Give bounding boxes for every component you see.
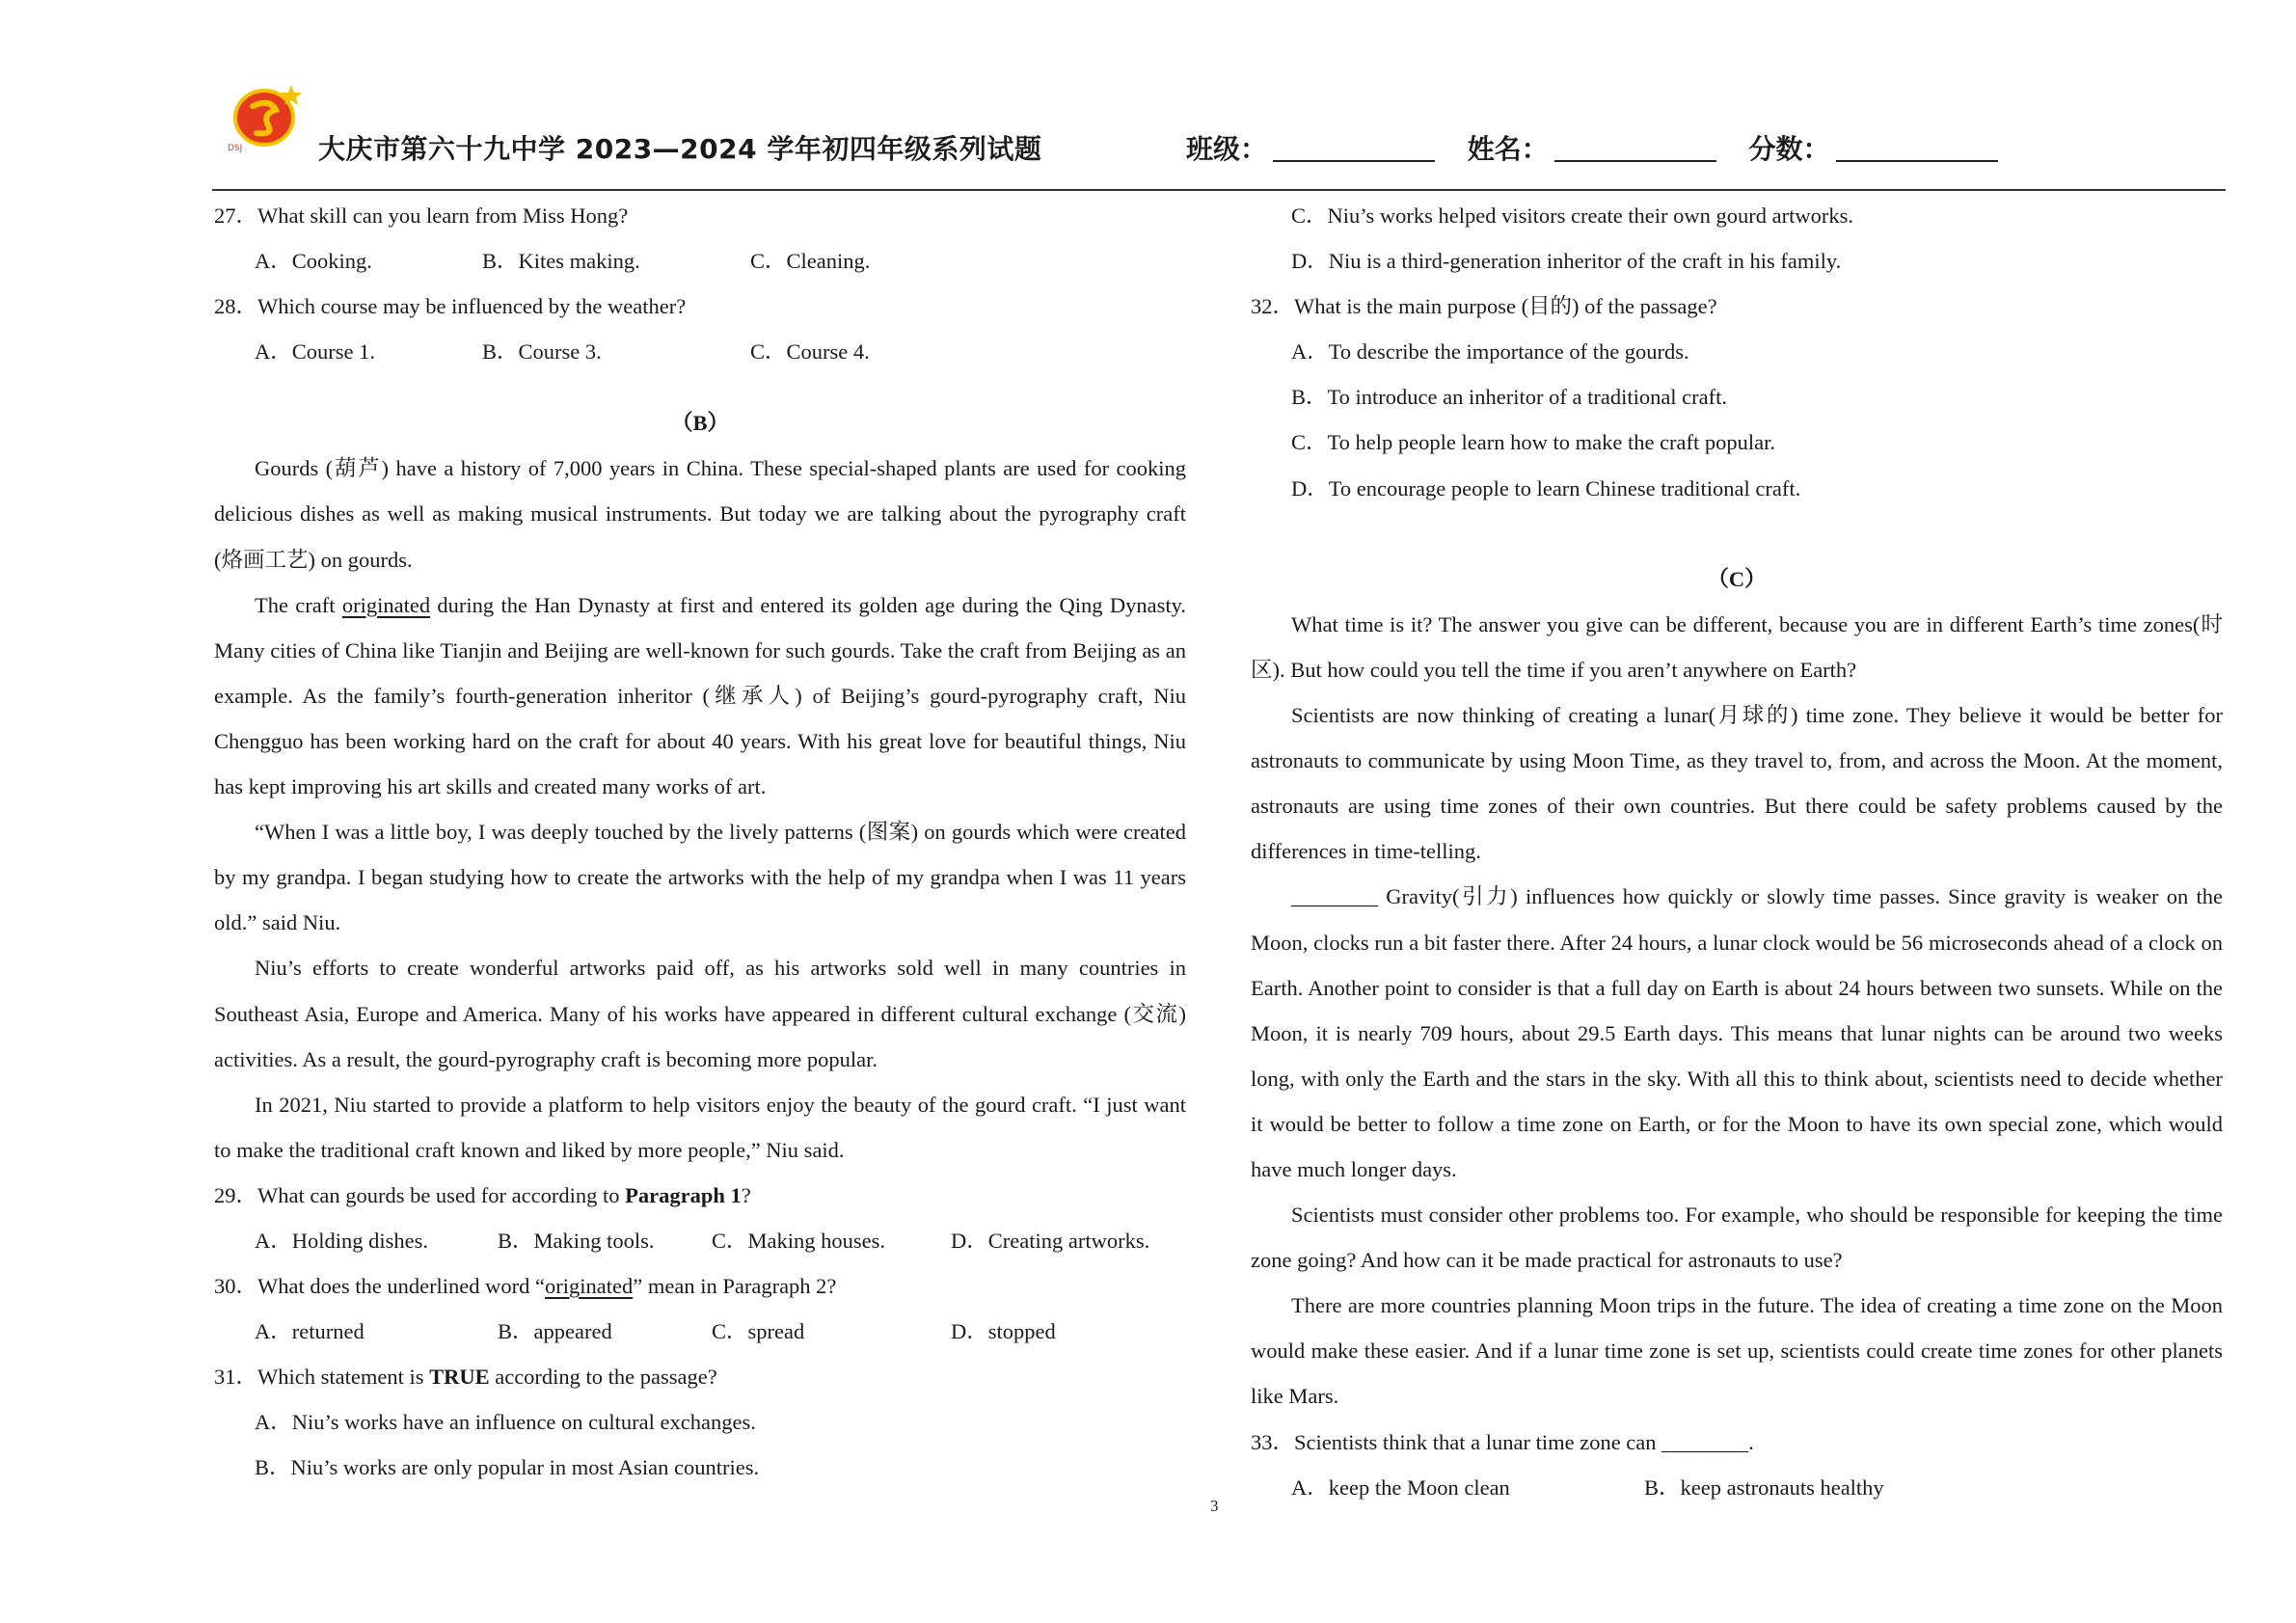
passage-c-paragraph-3: ________ Gravity(引力) influences how quickly or slowly time passes. Since gravity is weaker on the Moon, clocks run a bit faster there. After 24 hours, a lunar clock would be 56 microseconds ahead of a clock on Earth. Another point to consider is that a full day on Earth is about 24 hours between two sunsets. While on the Moon, it is nearly 709 hours, about 29.5 Earth days. This means that lunar nights can be around two weeks long, with only the Earth and the stars in the sky. With all this to think about, scientists need to decide whether it would be better to follow a time zone on Earth, or for the Moon to have its own special zone, which would have much longer days.	[1251, 884, 2223, 1181]
q28-options	[214, 329, 1186, 374]
q29-option-a[interactable]: A．Holding dishes.	[255, 1228, 429, 1253]
class-field[interactable]	[1186, 128, 1435, 167]
q30-option-a[interactable]: A．returned	[255, 1319, 365, 1344]
passage-b-paragraph-4: Niu’s efforts to create wonderful artworks paid off, as his artworks sold well in many countries in Southeast Asia, Europe and America. Many of his works have appeared in different cultural exchange (交流) activities. As a result, the gourd-pyrography craft is becoming more popular.	[214, 956, 1186, 1071]
passage-c-paragraph-1: What time is it? The answer you give can be different, because you are in different Earth’s time zones(时区). But how could you tell the time if you aren’t anywhere on Earth?	[1251, 611, 2223, 682]
passage-c-paragraph-4: Scientists must consider other problems too. For example, who should be responsible for keeping the time zone going? And how can it be made practical for astronauts to use?	[1251, 1203, 2223, 1273]
q30-option-c[interactable]: C．spread	[712, 1319, 805, 1344]
question-29: 29．What can gourds be used for according to Paragraph 1?	[214, 1182, 751, 1207]
score-blank[interactable]	[1836, 137, 1998, 162]
q29-option-d[interactable]: D．Creating artworks.	[951, 1228, 1150, 1253]
q29-option-c[interactable]: C．Making houses.	[712, 1228, 886, 1253]
passage-c-paragraph-5: There are more countries planning Moon trips in the future. The idea of creating a time zone on the Moon would make these easier. And if a lunar time zone is set up, scientists could create time zones for other planets like Mars.	[1251, 1293, 2223, 1409]
name-field[interactable]	[1468, 128, 1716, 167]
left-column	[214, 193, 1186, 1491]
score-field[interactable]	[1749, 128, 1998, 167]
q32-option-d[interactable]: D．To encourage people to learn Chinese traditional craft.	[1291, 475, 1801, 500]
q27-option-c[interactable]: C．Cleaning.	[750, 249, 871, 274]
school-title: 大庆市第六十九中学 2023—2024 学年初四年级系列试题	[318, 133, 1042, 165]
student-info-fields	[1186, 128, 2021, 167]
q30-option-b[interactable]: B．appeared	[498, 1319, 612, 1344]
page-header	[0, 0, 2296, 193]
question-28: 28．Which course may be influenced by the weather?	[214, 294, 687, 319]
passage-c-paragraph-2: Scientists are now thinking of creating a lunar(月球的) time zone. They believe it would be better for astronauts to communicate by using Moon Time, as they travel to, from, and across the Moon. At the moment, astronauts are using time zones of their own countries. But there could be safety problems caused by the differences in time-telling.	[1251, 703, 2223, 864]
q33-option-b[interactable]: B．keep astronauts healthy	[1644, 1474, 1884, 1500]
passage-b-paragraph-5: In 2021, Niu started to provide a platform to help visitors enjoy the beauty of the gourd craft. “I just want to make the traditional craft known and liked by more people,” Niu said.	[214, 1092, 1186, 1162]
name-blank[interactable]	[1554, 137, 1716, 162]
q31-option-b[interactable]: B．Niu’s works are only popular in most Asian countries.	[255, 1455, 760, 1480]
q33-options	[1251, 1465, 2223, 1510]
question-30: 30．What does the underlined word “originated” mean in Paragraph 2?	[214, 1274, 837, 1299]
svg-text:DSJ: DSJ	[228, 144, 243, 153]
page-number: 3	[1210, 1497, 1219, 1515]
underlined-word: originated	[341, 592, 431, 617]
q30-option-d[interactable]: D．stopped	[951, 1319, 1056, 1344]
q28-option-c[interactable]: C．Course 4.	[750, 339, 870, 365]
q29-option-b[interactable]: B．Making tools.	[498, 1228, 655, 1253]
q27-option-b[interactable]: B．Kites making.	[482, 249, 640, 274]
section-b-heading: （B）	[670, 411, 729, 436]
q31-option-c[interactable]: C．Niu’s works helped visitors create their own gourd artworks.	[1291, 203, 1854, 228]
score-label: 分数：	[1748, 133, 1830, 165]
q31-option-d[interactable]: D．Niu is a third-generation inheritor of the craft in his family.	[1291, 249, 1842, 274]
right-column	[1251, 193, 2223, 1510]
q27-options	[214, 238, 1186, 284]
class-blank[interactable]	[1273, 137, 1435, 162]
q29-options	[214, 1218, 1186, 1263]
q30-options	[214, 1309, 1186, 1354]
question-33: 33．Scientists think that a lunar time zone can ________.	[1251, 1429, 1754, 1454]
q32-option-b[interactable]: B．To introduce an inheritor of a traditional craft.	[1291, 385, 1728, 410]
q27-option-a[interactable]: A．Cooking.	[255, 249, 372, 274]
section-c-heading: （C）	[1707, 566, 1767, 591]
name-label: 姓名：	[1467, 133, 1549, 165]
q28-option-b[interactable]: B．Course 3.	[482, 339, 602, 365]
q28-option-a[interactable]: A．Course 1.	[255, 339, 375, 365]
question-27: 27．What skill can you learn from Miss Hong?	[214, 203, 629, 228]
header-rule	[212, 189, 2226, 191]
passage-b-paragraph-2: The craft originated during the Han Dynasty at first and entered its golden age during the Qing Dynasty. Many cities of China like Tianjin and Beijing are well-known for such gourds. Take the craft from Beijing as an example. As the family’s fourth-generation inheritor (继承人) of Beijing’s gourd-pyrography craft, Niu Chengguo has been working hard on the craft for about 40 years. With his great love for beautiful things, Niu has kept improving his art skills and created many works of art.	[214, 592, 1186, 799]
school-logo	[224, 77, 311, 154]
q32-option-c[interactable]: C．To help people learn how to make the craft popular.	[1291, 430, 1776, 455]
q32-option-a[interactable]: A．To describe the importance of the gourds.	[1291, 339, 1689, 365]
question-31: 31．Which statement is TRUE according to the passage?	[214, 1365, 717, 1390]
class-label: 班级：	[1186, 133, 1268, 165]
question-32: 32．What is the main purpose (目的) of the passage?	[1251, 294, 1717, 319]
passage-b-paragraph-1: Gourds (葫芦) have a history of 7,000 years in China. These special-shaped plants are used for cooking delicious dishes as well as making musical instruments. But today we are talking about the pyrography craft (烙画工艺) on gourds.	[214, 456, 1186, 572]
q31-option-a[interactable]: A．Niu’s works have an influence on cultural exchanges.	[255, 1410, 756, 1435]
q33-option-a[interactable]: A．keep the Moon clean	[1291, 1474, 1510, 1500]
passage-b-paragraph-3: “When I was a little boy, I was deeply touched by the lively patterns (图案) on gourds which were created by my grandpa. I began studying how to create the artworks with the help of my grandpa when I was 11 years old.” said Niu.	[214, 820, 1186, 935]
